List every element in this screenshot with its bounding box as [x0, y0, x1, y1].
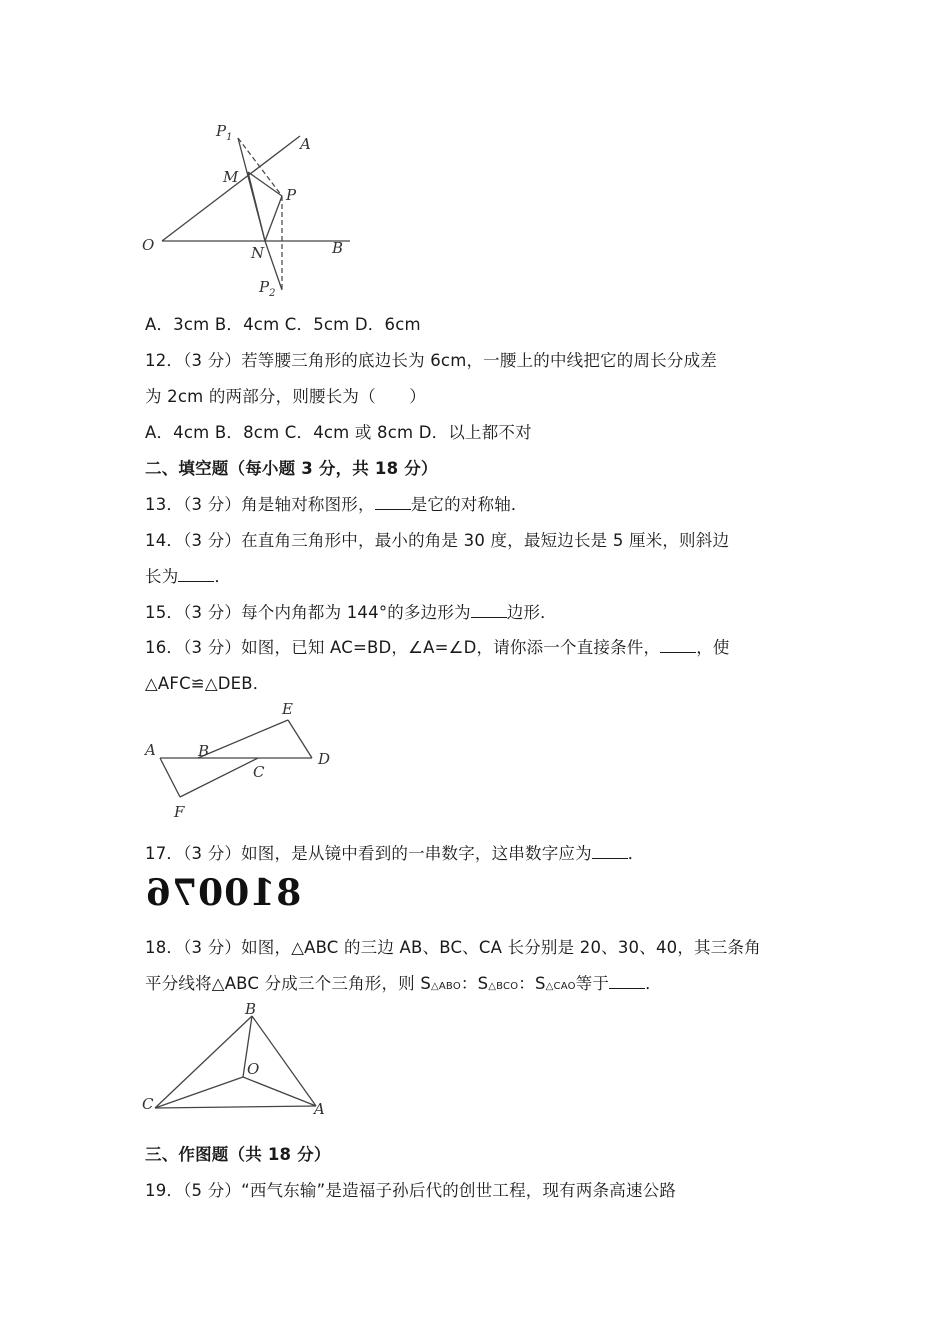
- label-b: B: [198, 742, 210, 760]
- label-b: B: [332, 239, 344, 257]
- label-p: P: [286, 186, 297, 204]
- label-c: C: [142, 1095, 154, 1113]
- answer-blank: [660, 651, 696, 653]
- q14-line2: [145, 563, 231, 587]
- label-n: N: [251, 244, 265, 262]
- q15-after: 边形．: [506, 603, 557, 622]
- q16-after: ，使: [696, 638, 730, 657]
- q12-line2: 为 2cm 的两部分，则腰长为（ ）: [145, 387, 426, 406]
- label-e: E: [282, 700, 293, 718]
- label-o: O: [247, 1060, 260, 1078]
- q16-line1: [145, 634, 730, 658]
- answer-blank: [609, 987, 645, 989]
- q16-before: 16．（3 分）如图，已知 AC=BD，∠A=∠D，请你添一个直接条件，: [145, 638, 661, 657]
- q19-line1: 19．（5 分）“西气东输”是造福子孙后代的创世工程，现有两条高速公路: [145, 1181, 677, 1200]
- q18-line2: [145, 970, 662, 994]
- label-p1: $P_1$: [216, 122, 233, 143]
- label-a: A: [300, 135, 311, 153]
- q17: [145, 840, 645, 864]
- q18-line1: 18．（3 分）如图，△ABC 的三边 AB、BC、CA 长分别是 20、30、40，其三条角: [145, 938, 761, 957]
- q18-prefix: 平分线将△ABC 分成三个三角形，则 S: [145, 974, 431, 993]
- label-b: B: [245, 1000, 257, 1018]
- q16-line2: △AFC≌△DEB．: [145, 674, 270, 693]
- figure-triangle-incenter: [0, 1000, 950, 1120]
- q14-before: 长为: [145, 567, 179, 586]
- q17-after: ．: [627, 844, 645, 863]
- label-m: M: [223, 168, 239, 186]
- q11-options: A．3cm B．4cm C．5cm D．6cm: [145, 315, 421, 334]
- label-a: A: [145, 741, 156, 759]
- answer-blank: [178, 580, 214, 582]
- q13-after: 是它的对称轴．: [410, 495, 528, 514]
- q15: [145, 599, 557, 623]
- label-o: O: [142, 236, 155, 254]
- answer-blank: [592, 857, 628, 859]
- figure-congruent-triangles: [0, 700, 950, 820]
- q18-sub-abo: △ABO: [431, 981, 461, 992]
- section3-heading: 三、作图题（共 18 分）: [145, 1145, 331, 1164]
- q13: [145, 491, 528, 515]
- section2-heading: 二、填空题（每小题 3 分，共 18 分）: [145, 459, 438, 478]
- q15-before: 15．（3 分）每个内角都为 144°的多边形为: [145, 603, 471, 622]
- q18-sub-bco: △BCO: [488, 981, 519, 992]
- q18-end: ．: [645, 974, 662, 993]
- q17-before: 17．（3 分）如图，是从镜中看到的一串数字，这串数字应为: [145, 844, 592, 863]
- q18-sep2: ：S: [518, 974, 546, 993]
- mirror-digits-text: 810076: [145, 872, 302, 914]
- q12-line1: 12．（3 分）若等腰三角形的底边长为 6cm，一腰上的中线把它的周长分成差: [145, 351, 717, 370]
- q12-options: A．4cm B．8cm C．4cm 或 8cm D．以上都不对: [145, 423, 532, 442]
- answer-blank: [471, 616, 507, 618]
- q18-sep1: ：S: [460, 974, 489, 993]
- q14-after: ．: [214, 567, 232, 586]
- q18-suffix: 等于: [575, 974, 610, 993]
- label-d: D: [318, 750, 331, 768]
- label-a: A: [314, 1100, 325, 1118]
- label-p2: $P_2$: [259, 278, 276, 299]
- figure-angle-reflection: [0, 0, 950, 320]
- q18-sub-cao: △CAO: [545, 981, 576, 992]
- label-f: F: [174, 803, 185, 821]
- q13-before: 13．（3 分）角是轴对称图形，: [145, 495, 375, 514]
- answer-blank: [375, 508, 411, 510]
- mirror-digits: [145, 872, 302, 914]
- q14-line1: 14．（3 分）在直角三角形中，最小的角是 30 度，最短边长是 5 厘米，则斜边: [145, 531, 730, 550]
- label-c: C: [253, 763, 265, 781]
